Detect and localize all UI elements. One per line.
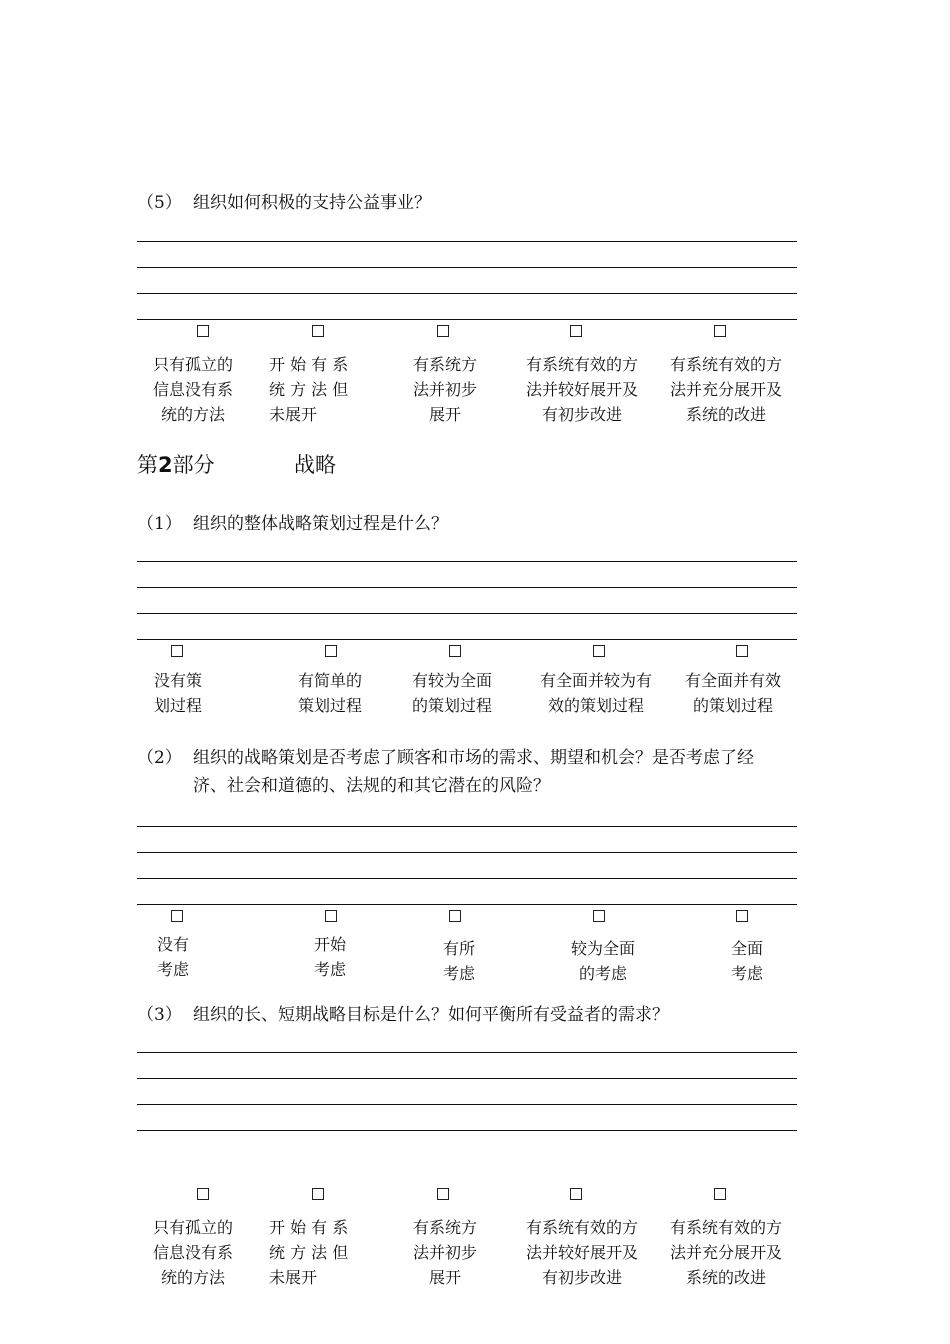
answer-line[interactable]: [137, 319, 797, 320]
answer-line[interactable]: [137, 852, 797, 853]
checkbox[interactable]: [437, 325, 449, 337]
checkbox[interactable]: [171, 645, 183, 657]
checkbox[interactable]: [736, 645, 748, 657]
checkbox[interactable]: [325, 645, 337, 657]
question-number: （2）: [137, 748, 182, 768]
question-text: 组织的整体战略策划过程是什么？: [193, 514, 448, 534]
option-label: 有系统有效的方 法并充分展开及 系统的改进: [669, 1218, 782, 1287]
answer-line[interactable]: [137, 1130, 797, 1131]
option-label: 有较为全面 的策划过程: [411, 671, 492, 715]
question-text: 组织的长、短期战略目标是什么？如何平衡所有受益者的需求？: [193, 1005, 669, 1025]
option-label: 开 始 有 系 统 方 法 但 未展开: [269, 355, 349, 424]
checkbox[interactable]: [449, 645, 461, 657]
answer-line[interactable]: [137, 904, 797, 905]
question-text-line2: 济、社会和道德的、法规的和其它潜在的风险？: [193, 776, 550, 796]
section-title: 战略: [294, 453, 336, 477]
checkbox[interactable]: [593, 910, 605, 922]
checkbox[interactable]: [197, 325, 209, 337]
option-label: 开 始 有 系 统 方 法 但 未展开: [269, 1218, 349, 1287]
option-label: 较为全面 的考虑: [570, 939, 635, 983]
answer-line[interactable]: [137, 587, 797, 588]
checkbox[interactable]: [325, 910, 337, 922]
answer-line[interactable]: [137, 878, 797, 879]
checkbox[interactable]: [714, 1188, 726, 1200]
section-heading: [137, 449, 336, 479]
question-number: （1）: [137, 514, 182, 534]
option-label: 有全面并有效 的策划过程: [684, 671, 781, 715]
option-label: 有系统有效的方 法并较好展开及 有初步改进: [525, 1218, 638, 1287]
checkbox[interactable]: [449, 910, 461, 922]
section-number: 2: [158, 453, 173, 477]
checkbox[interactable]: [171, 910, 183, 922]
option-label: 有系统方 法并初步 展开: [412, 355, 477, 424]
answer-line[interactable]: [137, 241, 797, 242]
answer-line[interactable]: [137, 1052, 797, 1053]
option-label: 全面 考虑: [730, 939, 763, 983]
question-number: （5）: [137, 193, 182, 213]
answer-line[interactable]: [137, 826, 797, 827]
option-label: 只有孤立的 信息没有系 统的方法: [152, 1218, 233, 1287]
answer-line[interactable]: [137, 293, 797, 294]
option-label: 没有 考虑: [156, 935, 189, 979]
checkbox[interactable]: [593, 645, 605, 657]
answer-line[interactable]: [137, 561, 797, 562]
question-5: [137, 189, 431, 217]
option-label: 有全面并较为有 效的策划过程: [539, 671, 652, 715]
option-label: 有系统有效的方 法并较好展开及 有初步改进: [525, 355, 638, 424]
checkbox[interactable]: [570, 1188, 582, 1200]
checkbox[interactable]: [437, 1188, 449, 1200]
answer-line[interactable]: [137, 267, 797, 268]
option-label: 没有策 划过程: [153, 671, 202, 715]
option-label: 有系统有效的方 法并充分展开及 系统的改进: [669, 355, 782, 424]
answer-line[interactable]: [137, 1104, 797, 1105]
checkbox[interactable]: [312, 1188, 324, 1200]
question-number: （3）: [137, 1005, 182, 1025]
question-3: [137, 1001, 669, 1029]
option-label: 有系统方 法并初步 展开: [412, 1218, 477, 1287]
checkbox[interactable]: [570, 325, 582, 337]
option-label: 有所 考虑: [442, 939, 475, 983]
checkbox[interactable]: [312, 325, 324, 337]
question-2: [137, 744, 754, 796]
answer-line[interactable]: [137, 639, 797, 640]
section-label-prefix: 第: [137, 453, 158, 477]
checkbox[interactable]: [714, 325, 726, 337]
question-1: [137, 510, 448, 538]
answer-line[interactable]: [137, 613, 797, 614]
option-label: 有简单的 策划过程: [297, 671, 362, 715]
checkbox[interactable]: [197, 1188, 209, 1200]
checkbox[interactable]: [736, 910, 748, 922]
option-label: 开始 考虑: [313, 935, 346, 979]
section-label-suffix: 部分: [172, 453, 215, 477]
question-text: 组织如何积极的支持公益事业？: [193, 193, 431, 213]
option-label: 只有孤立的 信息没有系 统的方法: [152, 355, 233, 424]
answer-line[interactable]: [137, 1078, 797, 1079]
question-text-line1: 组织的战略策划是否考虑了顾客和市场的需求、期望和机会？是否考虑了经: [193, 748, 754, 768]
